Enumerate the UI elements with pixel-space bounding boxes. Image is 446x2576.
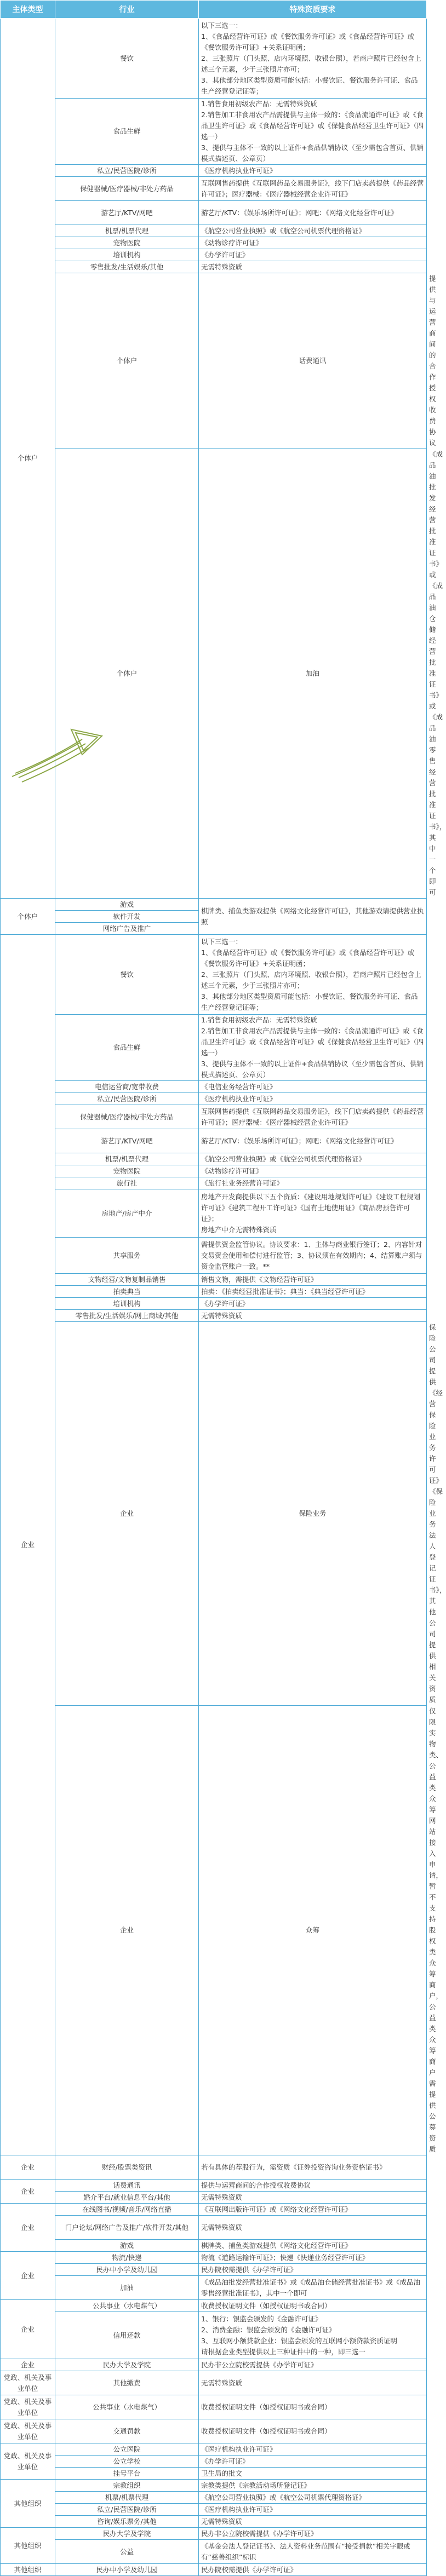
requirement-line: 1、《食品经营许可证》或《餐饮服务许可证》或《食品经营许可证》或《餐饮服务许可证》+关系证明函；	[201, 32, 415, 51]
requirement-line: 《航空公司营业执照》或《航空公司机票代理资格证》	[201, 1154, 366, 1163]
requirement-line: 1.销售食用初级农产品：无需特殊资质	[201, 100, 317, 108]
cell-industry: 民办大学及学院	[55, 2359, 199, 2371]
cell-industry: 公立医院	[55, 2443, 199, 2456]
cell-subject-type: 企业	[1, 2252, 55, 2300]
cell-requirement	[199, 2204, 427, 2216]
cell-subject-type: 党政、机关及事业单位	[1, 2443, 55, 2480]
cell-industry: 餐饮	[55, 19, 199, 99]
cell-requirement	[199, 1286, 427, 1298]
table-row	[1, 2468, 427, 2480]
cell-industry: 公共事业（水电煤气）	[55, 2300, 199, 2312]
table-row	[1, 2252, 427, 2264]
cell-requirement	[199, 2492, 427, 2504]
requirement-line: 《医疗机构执业许可证》	[201, 1094, 277, 1103]
cell-subject-type: 个体户	[1, 899, 55, 935]
cell-requirement	[199, 2456, 427, 2468]
cell-requirement	[199, 1310, 427, 1322]
table-row	[1, 2492, 427, 2504]
cell-subject-type: 企业	[55, 1322, 199, 1706]
requirement-line: 民办非公立院校需提供《办学许可证》	[201, 2529, 318, 2538]
table-row	[1, 19, 427, 99]
cell-requirement	[199, 249, 427, 261]
cell-industry: 公共事业（水电煤气）	[55, 2395, 199, 2419]
cell-industry: 民办中小学及幼儿园	[55, 2264, 199, 2276]
requirement-line: 3、互联网小额贷款企业：银监会颁发的互联网小额贷款资质证明	[201, 2336, 397, 2345]
table-row: 个体户 话费通讯 提供与运营商间的合作授权收费协议	[1, 273, 427, 449]
cell-requirement	[199, 935, 427, 1015]
requirement-line: 《成品油批发经营批准证书》或《成品油仓储经营批准证书》或《成品油零售经营批准证书》，其中一个即可	[201, 2278, 421, 2297]
cell-requirement	[199, 2180, 427, 2192]
table-row	[1, 99, 427, 165]
table-row	[1, 2540, 427, 2564]
cell-requirement	[199, 1189, 427, 1238]
cell-requirement	[199, 2395, 427, 2419]
table-row: 企业 众筹 仅限实物类、公益类众筹网站接入申请，暂不支持股权类众筹商户，公益类众筹商户需提供公募资质	[1, 1706, 427, 2155]
cell-subject-type: 党政、机关及事业单位	[1, 2395, 55, 2419]
table-row	[1, 225, 427, 237]
table-row	[1, 249, 427, 261]
cell-industry: 共享服务	[55, 1238, 199, 1274]
header-industry: 行业	[55, 1, 199, 19]
cell-industry: 众筹	[199, 1706, 427, 2155]
requirement-line: 无需特殊资质	[201, 2223, 243, 2232]
cell-industry: 在线图书/视频/音乐/网络直播	[55, 2204, 199, 2216]
requirement-line: 《办学许可证》	[201, 250, 249, 259]
cell-industry: 门户论坛/网络广告及推广/软件开发/其他	[55, 2216, 199, 2240]
table-body	[1, 19, 446, 2576]
table-row	[1, 237, 427, 249]
requirement-line: 以下三选一：	[201, 937, 243, 946]
requirement-line: 拍卖：《拍卖经营批准证书》；典当：《典当经营许可证》	[201, 1287, 369, 1296]
table-row	[1, 2216, 427, 2240]
requirement-line: 1.销售食用初级农产品：无需特殊资质	[201, 1016, 317, 1024]
cell-industry: 旅行社	[55, 1177, 199, 1189]
cell-industry: 保健器械/医疗器械/非处方药品	[55, 1105, 199, 1129]
requirement-line: 2.销售加工非食用农产品需提供与主体一致的：《食品流通许可证》或《食品卫生许可证》或《食品经营许可证》或《保健食品经营卫生许可证》（四选一）	[201, 111, 424, 141]
cell-requirement	[199, 177, 427, 201]
cell-requirement	[199, 899, 427, 935]
cell-industry: 交通罚款	[55, 2419, 199, 2443]
table-row	[1, 1093, 427, 1105]
requirement-line: 提供与运营商间的合作授权收费协议	[201, 2181, 311, 2189]
cell-industry: 加油	[55, 2276, 199, 2300]
cell-requirement	[199, 1165, 427, 1177]
table-row	[1, 899, 427, 911]
cell-subject-type: 其他组织	[1, 2528, 55, 2564]
requirement-line: 房地产中介无需特殊资质	[201, 1225, 277, 1234]
cell-requirement	[199, 2419, 427, 2443]
requirement-line: 《办学许可证》	[201, 1299, 249, 1308]
cell-industry: 游戏	[55, 2240, 199, 2252]
requirement-line: 3、提供与主体不一致的以上证件+食品供销协议（至少需包含首页、供销模式描述页、公章页）	[201, 143, 424, 163]
cell-industry: 拍卖典当	[55, 1286, 199, 1298]
cell-industry: 培训机构	[55, 249, 199, 261]
requirement-line: 3、其他部分地区类型资质可能包括：小餐饮证、餐饮服务许可证、食品生产经营登记证等；	[201, 76, 418, 95]
cell-requirement	[199, 225, 427, 237]
requirement-line: 《动物诊疗许可证》	[201, 238, 263, 247]
cell-requirement	[199, 1093, 427, 1105]
header-requirement: 特殊资质要求	[199, 1, 427, 19]
requirement-line: 棋牌类、捕鱼类游戏提供《网络文化经营许可证》	[201, 2241, 352, 2250]
table-row	[1, 2419, 427, 2443]
cell-industry: 民办中小学及幼儿园	[55, 2564, 199, 2576]
requirement-line: 宗教类提供《宗教活动场所登记证》	[201, 2481, 311, 2489]
table-row	[1, 1238, 427, 1274]
cell-requirement	[199, 2252, 427, 2264]
cell-requirement	[199, 2264, 427, 2276]
requirement-line: 收费授权证明文件（如授权证明书或合同）	[201, 2427, 331, 2435]
requirement-line: 游艺厅/KTV：《娱乐场所许可证》；网吧：《网络文化经营许可证》	[201, 208, 398, 217]
table-row	[1, 1298, 427, 1310]
cell-requirement	[199, 2504, 427, 2516]
requirement-line: 《电信业务经营许可证》	[201, 1082, 277, 1091]
cell-industry: 宠物医院	[55, 1165, 199, 1177]
cell-industry: 信用还款	[55, 2312, 199, 2359]
requirement-line: 2、三张照片（门头照、店内环境照、收银台照），若商户照片已经包含上述三个元素，少于三张照片亦可；	[201, 54, 421, 73]
table-row	[1, 1129, 427, 1153]
table-row	[1, 2204, 427, 2216]
requirement-line: 无需特殊资质	[201, 2378, 243, 2387]
requirement-line: 3、提供与主体不一致的以上证件+食品供销协议（至少需包含首页、供销模式描述页、公章页）	[201, 1060, 424, 1079]
cell-industry: 婚介平台/就业信息平台/其他	[55, 2192, 199, 2204]
cell-industry: 公立学校	[55, 2456, 199, 2468]
cell-requirement	[199, 2443, 427, 2456]
cell-industry: 物流/快递	[55, 2252, 199, 2264]
requirement-line: 《航空公司营业执照》或《航空公司机票代理资格证》	[201, 226, 366, 235]
cell-industry: 挂号平台	[55, 2468, 199, 2480]
requirement-line: 卫生局的批文	[201, 2469, 243, 2477]
cell-industry: 保险业务	[199, 1322, 427, 1706]
requirement-line: 房地产开发商提供以下五个资质：《建设用地规划许可证》《建设工程规划许可证》《建筑工程开工许可证》《国有土地使用证》《商品房预售许可证》；	[201, 1192, 421, 1223]
table-row	[1, 1310, 427, 1322]
table-row	[1, 1165, 427, 1177]
cell-industry: 宠物医院	[55, 237, 199, 249]
table-row	[1, 2504, 427, 2516]
requirement-line: 《动物诊疗许可证》	[201, 1166, 263, 1175]
requirement-line: 互联网售药提供《互联网药品交易服务证》，线下门店卖药提供《药品经营许可证》；医疗器械：《医疗器械经营企业许可证》	[201, 1107, 424, 1126]
requirement-line: 收费授权证明文件（如授权证明书或合同）	[201, 2402, 331, 2411]
cell-requirement	[199, 1274, 427, 1286]
cell-industry: 其他缴费	[55, 2371, 199, 2395]
requirement-line: 互联网售药提供《互联网药品交易服务证》，线下门店卖药提供《药品经营许可证》；医疗器械：《医疗器械经营企业许可证》	[201, 179, 424, 198]
requirement-line: 《办学许可证》	[201, 2457, 249, 2465]
cell-industry: 房地产/房产中介	[55, 1189, 199, 1238]
cell-industry: 网络广告及推广	[55, 923, 199, 935]
cell-industry: 公益	[55, 2540, 199, 2564]
requirement-line: 2、三张照片（门头照、店内环境照、收银台照），若商户照片已经包含上述三个元素，少于三张照片亦可；	[201, 970, 421, 990]
table-row: 个体户 加油 《成品油批发经营批准证书》或《成品油仓储经营批准证书》或《成品油零售经营批准证书》，其中一个即可	[1, 449, 427, 899]
cell-requirement	[199, 1129, 427, 1153]
table-row	[1, 2180, 427, 2192]
table-row	[1, 2564, 427, 2576]
requirement-line: 收费授权证明文件（如授权证明书或合同）	[201, 2301, 331, 2310]
table-row	[1, 2528, 427, 2540]
cell-industry: 游艺厅/KTV/网吧	[55, 1129, 199, 1153]
cell-requirement	[199, 2480, 427, 2492]
cell-requirement	[199, 237, 427, 249]
requirement-line: 若有具体的荐股行为，需资质《证券投资咨询业务资格证书》	[201, 2163, 386, 2171]
cell-requirement	[199, 19, 427, 99]
table-row	[1, 2300, 427, 2312]
requirement-line: 3、其他部分地区类型资质可能包括：小餐饮证、餐饮服务许可证、食品生产经营登记证等；	[201, 992, 418, 1011]
cell-requirement	[199, 1105, 427, 1129]
requirement-line: 物流《道路运输许可证》；快递《快递业务经营许可证》	[201, 2253, 369, 2262]
cell-requirement	[199, 201, 427, 225]
cell-industry: 食品生鲜	[55, 99, 199, 165]
requirement-line: 销售文物，需提供《文物经营许可证》	[201, 1275, 318, 1284]
cell-requirement	[199, 2371, 427, 2395]
cell-subject-type: 企业	[1, 2155, 55, 2180]
table-row	[1, 2516, 427, 2528]
cell-industry: 机票/机票代理	[55, 225, 199, 237]
cell-requirement	[199, 1081, 427, 1093]
table-row	[1, 1274, 427, 1286]
cell-requirement	[199, 165, 427, 177]
table-row	[1, 201, 427, 225]
table-row	[1, 1105, 427, 1129]
cell-industry: 私立/民营医院/诊所	[55, 1093, 199, 1105]
cell-industry: 私立/民营医院/诊所	[55, 165, 199, 177]
requirement-line: 以下三选一：	[201, 21, 243, 30]
table-row	[1, 2155, 427, 2180]
table-row	[1, 1189, 427, 1238]
requirement-line: 《医疗机构执业许可证》	[201, 2445, 277, 2453]
cell-industry: 咨询/娱乐票务/其他	[55, 2516, 199, 2528]
cell-industry: 民办大学及学院	[55, 2528, 199, 2540]
table-row	[1, 1286, 427, 1298]
cell-requirement	[199, 2564, 427, 2576]
cell-industry: 话费通讯	[199, 273, 427, 449]
requirement-line: 游艺厅/KTV：《娱乐场所许可证》；网吧：《网络文化经营许可证》	[201, 1136, 398, 1145]
requirement-line: 《基金会法人登记证书》、法人资料业务范围有“接受捐款”相关字眼或有“慈善组织”标识	[201, 2542, 410, 2561]
table-row	[1, 2359, 427, 2371]
requirement-line: 《旅行社业务经营许可证》	[201, 1178, 284, 1187]
cell-subject-type: 党政、机关及事业单位	[1, 2371, 55, 2395]
cell-requirement	[199, 2528, 427, 2540]
cell-subject-type: 企业	[1, 935, 55, 2155]
cell-requirement	[199, 2216, 427, 2240]
requirement-line: 2、消费金融：银监会颁发的《金融许可证》	[201, 2325, 336, 2334]
cell-industry: 游戏	[55, 899, 199, 911]
requirement-line: 1、银行：银监会颁发的《金融许可证》	[201, 2314, 322, 2323]
requirement-line: 1、《食品经营许可证》或《餐饮服务许可证》或《食品经营许可证》或《餐饮服务许可证》+关系证明函；	[201, 948, 415, 968]
requirement-line: 2.销售加工非食用农产品需提供与主体一致的：《食品流通许可证》或《食品卫生许可证》或《食品经营许可证》或《保健食品经营卫生许可证》（四选一）	[201, 1027, 424, 1057]
cell-requirement	[199, 2516, 427, 2528]
requirement-line: 民办非公立院校需提供《办学许可证》	[201, 2360, 318, 2369]
cell-requirement	[199, 2300, 427, 2312]
requirement-line: 《医疗机构执业许可证》	[201, 2505, 277, 2514]
table-row	[1, 1015, 427, 1081]
requirement-line: 请根据企业类型提供以上三种证件中的一种，即三选一	[201, 2347, 366, 2356]
cell-industry: 游艺厅/KTV/网吧	[55, 201, 199, 225]
table-row	[1, 2312, 427, 2359]
cell-industry: 餐饮	[55, 935, 199, 1015]
requirement-line: 无需特殊资质	[201, 2517, 243, 2526]
table-row	[1, 2240, 427, 2252]
cell-requirement	[199, 1153, 427, 1165]
requirement-line: 无需特殊资质	[201, 262, 243, 271]
cell-industry: 加油	[199, 449, 427, 899]
table-row	[1, 2480, 427, 2492]
cell-subject-type: 其他组织	[1, 2564, 55, 2576]
cell-industry: 电信运营商/宽带收费	[55, 1081, 199, 1093]
requirement-line: 《航空公司营业执照》或《航空公司机票代理资格证》	[201, 2493, 366, 2502]
cell-requirement	[199, 2359, 427, 2371]
requirement-line: 棋牌类、捕鱼类游戏提供《网络文化经营许可证》，其他游戏请提供营业执照	[201, 906, 424, 926]
cell-subject-type: 个体户	[55, 273, 199, 449]
cell-industry: 零售批发/生活娱乐/其他	[55, 261, 199, 273]
cell-subject-type: 企业	[55, 1706, 199, 2155]
requirement-line: 需提供资金监管协议。协议要求：1、主体与商业银行签订；2、内容针对交易资金使用和偿付进行监管；3、协议须在有效期内；4、结算账户须与资金监管账户一致。**	[201, 1240, 422, 1270]
cell-requirement	[199, 2240, 427, 2252]
cell-industry: 软件开发	[55, 911, 199, 923]
cell-industry: 财经/股票类资讯	[55, 2155, 199, 2180]
cell-requirement	[199, 99, 427, 165]
table-row	[1, 2276, 427, 2300]
table-row	[1, 165, 427, 177]
cell-subject-type: 企业	[1, 2180, 55, 2204]
cell-requirement	[199, 1298, 427, 1310]
requirement-line: 《医疗机构执业许可证》	[201, 166, 277, 175]
cell-industry: 食品生鲜	[55, 1015, 199, 1081]
cell-subject-type: 企业	[1, 2300, 55, 2359]
cell-industry: 文物经营/文物复制品销售	[55, 1274, 199, 1286]
cell-requirement	[199, 1238, 427, 1274]
requirement-line: 《互联网出版许可证》或《网络文化经营许可证》	[201, 2205, 352, 2213]
requirement-line: 民办院校需提供《办学许可证》	[201, 2565, 298, 2574]
requirement-line: 民办院校需提供《办学许可证》	[201, 2265, 298, 2274]
table-row: 企业 保险业务 保险公司提供《经营保险业务许可证》《保险业务法人登记证书》，其他公司提供相关资质	[1, 1322, 427, 1706]
cell-requirement	[199, 2312, 427, 2359]
cell-requirement	[199, 2468, 427, 2480]
cell-industry: 话费通讯	[55, 2180, 199, 2192]
cell-requirement	[199, 1015, 427, 1081]
table-row	[1, 177, 427, 201]
cell-industry: 培训机构	[55, 1298, 199, 1310]
cell-subject-type: 党政、机关及事业单位	[1, 2419, 55, 2443]
table-row	[1, 1081, 427, 1093]
requirement-line: 无需特殊资质	[201, 2193, 243, 2201]
cell-subject-type: 企业	[1, 2359, 55, 2371]
table-row	[1, 261, 427, 273]
table-header-row	[1, 1, 427, 19]
cell-industry: 保健器械/医疗器械/非处方药品	[55, 177, 199, 201]
table-row	[1, 1153, 427, 1165]
table-row	[1, 2395, 427, 2419]
cell-industry: 宗教组织	[55, 2480, 199, 2492]
table-row	[1, 2192, 427, 2204]
table-row	[1, 2456, 427, 2468]
cell-subject-type: 企业	[1, 2204, 55, 2252]
cell-requirement	[199, 1177, 427, 1189]
table-row	[1, 2264, 427, 2276]
cell-requirement	[199, 2155, 427, 2180]
cell-requirement	[199, 2276, 427, 2300]
cell-requirement	[199, 2540, 427, 2564]
header-subject-type: 主体类型	[1, 1, 55, 19]
cell-industry: 机票/机票代理	[55, 2492, 199, 2504]
cell-industry: 私立/民营医院/诊所	[55, 2504, 199, 2516]
requirement-line: 无需特殊资质	[201, 1311, 243, 1320]
table-row	[1, 1177, 427, 1189]
table-row	[1, 2443, 427, 2456]
cell-requirement	[199, 261, 427, 273]
cell-subject-type: 其他组织	[1, 2480, 55, 2528]
table-row	[1, 2371, 427, 2395]
table-row	[1, 935, 427, 1015]
cell-subject-type: 个体户	[55, 449, 199, 899]
cell-industry: 机票/机票代理	[55, 1153, 199, 1165]
cell-industry: 零售批发/生活娱乐/网上商城/其他	[55, 1310, 199, 1322]
cell-subject-type: 个体户	[1, 19, 55, 899]
cell-requirement	[199, 2192, 427, 2204]
